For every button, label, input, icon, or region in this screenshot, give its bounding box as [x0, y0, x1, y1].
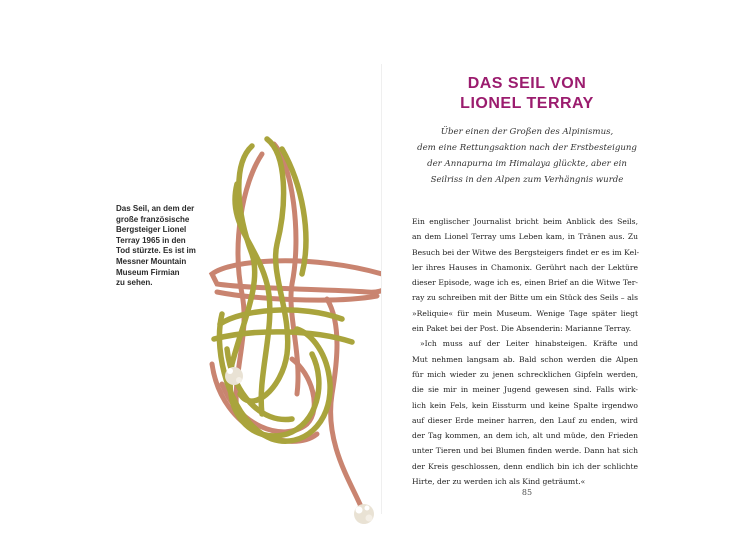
- body-line: an dem Lionel Terray ums Leben kam, in Tränen aus. Zu: [412, 232, 638, 242]
- body-line: »Ich muss auf der Leiter hinabsteigen. Kräfte und: [420, 339, 638, 349]
- caption-line: Terray 1965 in den: [116, 235, 186, 245]
- body-line: Hirte, der zu werden ich als Kind geträumt.«: [412, 477, 586, 487]
- caption-line: Museum Firmian: [116, 267, 180, 277]
- chapter-title: [382, 74, 672, 114]
- body-line: Besuch bei der Witwe des Bergsteigers findet er es im Kel-: [412, 247, 640, 257]
- body-line: unter Tieren und bei Blumen finden werde. Dann hat sich: [412, 446, 638, 456]
- caption-line: Messner Mountain: [116, 256, 187, 266]
- caption-line: große französische: [116, 214, 190, 224]
- body-text: [412, 214, 638, 489]
- caption-line: zu sehen.: [116, 278, 153, 288]
- body-line: ein Paket bei der Post. Die Absenderin: Marianne Terray.: [412, 324, 632, 334]
- rope-end-frayed: [225, 367, 243, 385]
- title-line: LIONEL TERRAY: [460, 95, 594, 112]
- subtitle-line: der Annapurna im Himalaya glückte, aber ein: [427, 159, 627, 169]
- body-line: der Tag kommen, an dem ich, alt und müde, den Frieden: [412, 431, 638, 441]
- body-line: die sie mir in meiner Jugend gewesen sind. Falls wirk-: [412, 385, 638, 395]
- body-line: ler ihres Hauses in Chamonix. Gerührt nach der Lektüre: [412, 262, 638, 272]
- body-line: ray zu schreiben mit der Bitte um ein Stück des Seils – als: [412, 293, 638, 303]
- subtitle-line: Seilriss in den Alpen zum Verhängnis wurde: [430, 175, 624, 185]
- title-line: DAS SEIL VON: [467, 75, 587, 92]
- rope-end-frayed: [354, 504, 374, 524]
- subtitle-line: Über einen der Großen des Alpinismus,: [440, 127, 614, 137]
- body-line: lich kein Fels, kein Eissturm und keine Spalte irgendwo: [412, 400, 638, 410]
- body-line: dieser Episode, wage ich es, einen Brief an die Witwe Ter-: [412, 278, 638, 288]
- caption-line: Tod stürzte. Es ist im: [116, 246, 196, 256]
- left-page: [92, 64, 382, 514]
- body-line: Ein englischer Journalist bricht beim Anblick des Seils,: [412, 217, 638, 226]
- body-line: »Reliquie« für mein Museum. Wenige Tage später liegt: [412, 308, 638, 318]
- body-line: für mich wieder zu jenen schrecklichen Gipfeln werden,: [412, 369, 638, 379]
- chapter-subtitle: [382, 124, 672, 188]
- body-line: auf dieser Erde meiner harren, den Lauf zu enden, wird: [412, 415, 638, 425]
- body-line: Mut nehmen langsam ab. Bald schon werden die Alpen: [412, 354, 638, 364]
- caption-line: Bergsteiger Lionel: [116, 225, 187, 235]
- body-line: der Kreis geschlossen, denn endlich bin ich der schlichte: [412, 461, 638, 471]
- right-page: [382, 64, 672, 514]
- subtitle-line: dem eine Rettungsaktion nach der Erstbesteigung: [417, 143, 637, 153]
- page-number: 85: [521, 488, 533, 497]
- caption-line: Das Seil, an dem der: [116, 204, 195, 213]
